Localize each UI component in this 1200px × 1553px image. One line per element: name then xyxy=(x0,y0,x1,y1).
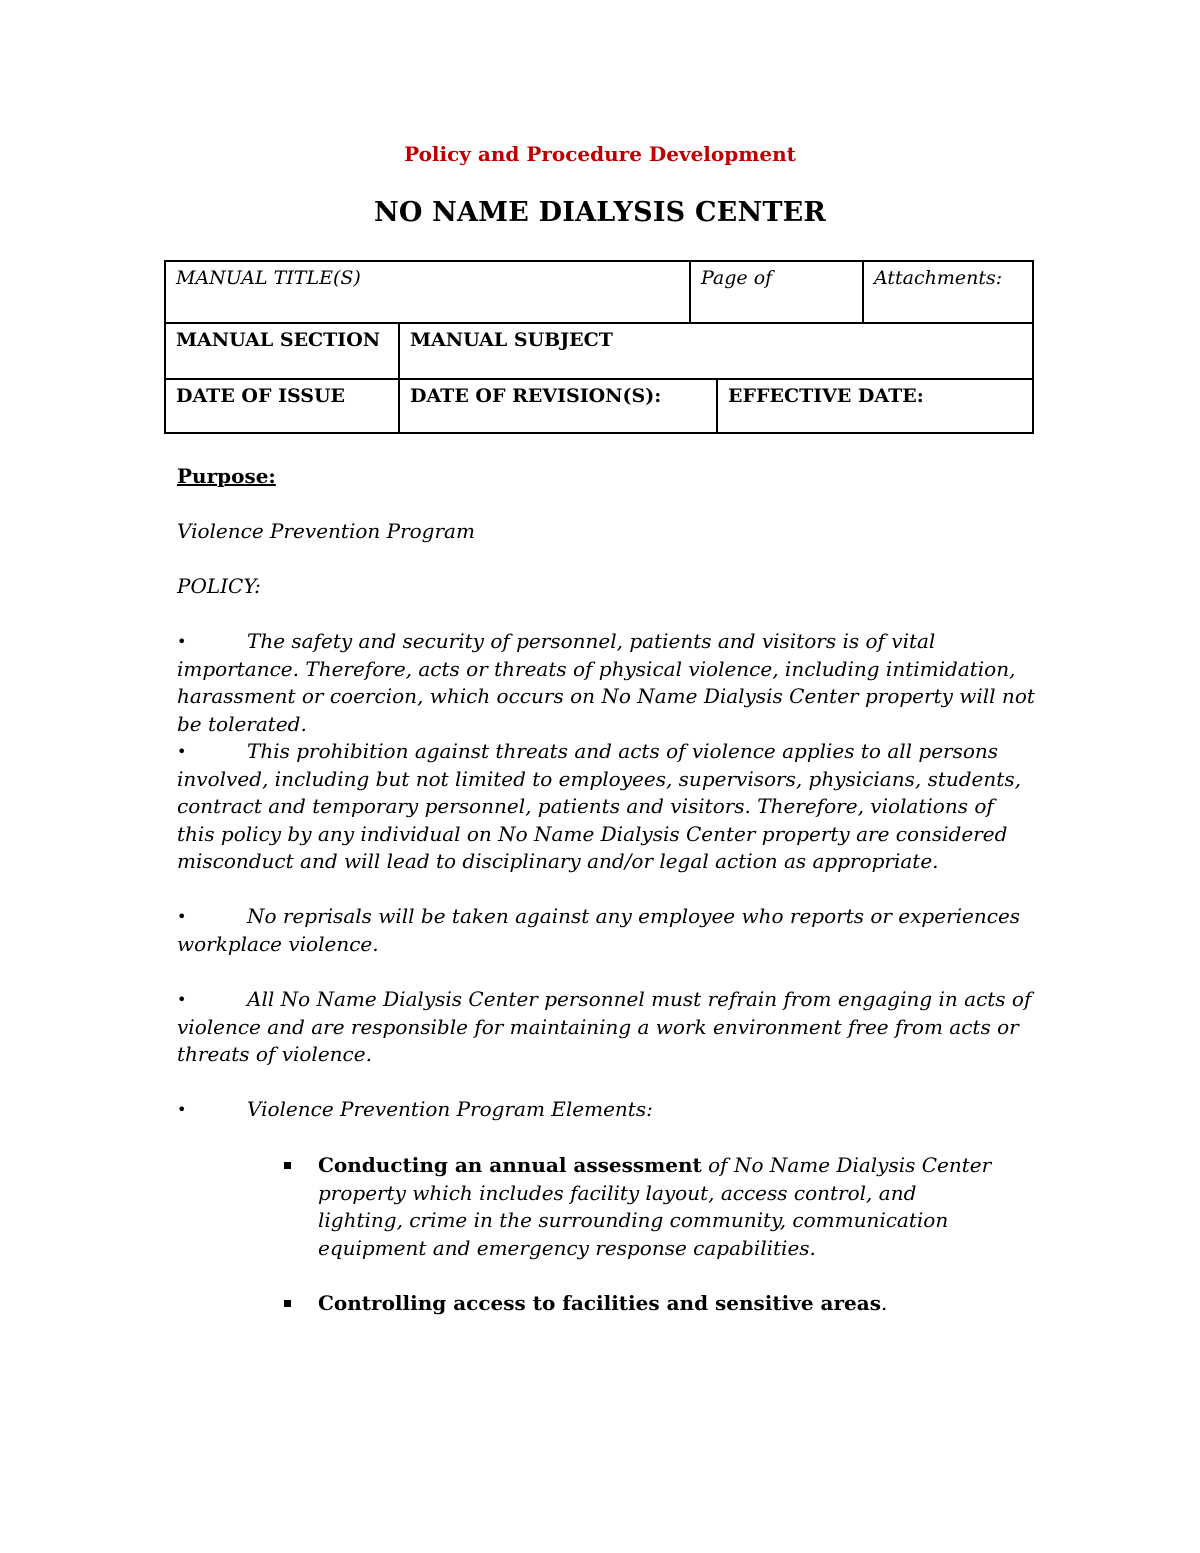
program-element-rest: of No Name Dialysis Center property which includes facility layout, access control, and lighting, crime in the surrounding community, communication equipment and emergency response capabilities. xyxy=(318,1153,992,1260)
bullet-dot-icon: • xyxy=(177,1100,187,1119)
program-element-text xyxy=(318,1290,1004,1318)
policy-bullet-text: Violence Prevention Program Elements: xyxy=(247,1097,653,1121)
header-row-section xyxy=(166,324,1032,380)
header-row-dates xyxy=(166,380,1032,432)
page-of-cell: Page of xyxy=(689,262,862,322)
program-element xyxy=(284,1152,1004,1262)
document-subtitle: Policy and Procedure Development xyxy=(404,142,796,166)
purpose-text: Violence Prevention Program xyxy=(177,519,475,543)
square-bullet-icon xyxy=(284,1300,291,1307)
policy-bullet xyxy=(177,1096,1037,1124)
manual-section-cell: MANUAL SECTION xyxy=(176,329,381,351)
header-row-title xyxy=(166,262,1032,324)
policy-heading: POLICY: xyxy=(177,574,261,598)
date-of-revisions-cell: DATE OF REVISION(S): xyxy=(398,380,716,432)
policy-bullet-text: No reprisals will be taken against any employee who reports or experiences workplace violence. xyxy=(177,904,1021,956)
bullet-dot-icon: • xyxy=(177,632,187,651)
manual-titles-cell: MANUAL TITLE(S) xyxy=(176,267,361,289)
date-of-issue-cell: DATE OF ISSUE xyxy=(176,385,346,407)
program-element-bold: Conducting an annual assessment xyxy=(318,1153,702,1177)
program-element-text xyxy=(318,1152,1004,1262)
program-element xyxy=(284,1290,1004,1318)
manual-subject-cell: MANUAL SUBJECT xyxy=(398,324,1032,378)
bullet-dot-icon: • xyxy=(177,907,187,926)
policy-bullet xyxy=(177,986,1037,1069)
policy-bullet xyxy=(177,628,1037,738)
square-bullet-icon xyxy=(284,1162,291,1169)
policy-bullet-text: The safety and security of personnel, patients and visitors is of vital importance. Therefore, acts or threats of physical violence, including intimidation, harassment or coercion, which occurs on No Name Dialysis Center property will not be tolerated. xyxy=(177,629,1035,736)
purpose-heading: Purpose: xyxy=(177,464,276,488)
policy-bullet-text: This prohibition against threats and acts of violence applies to all persons involved, including but not limited to employees, supervisors, physicians, students, contract and temporary personnel, patients and visitors. Therefore, violations of this policy by any individual on No Name Dialysis Center property are considered misconduct and will lead to disciplinary and/or legal action as appropriate. xyxy=(177,739,1021,873)
bullet-dot-icon: • xyxy=(177,742,187,761)
policy-bullet xyxy=(177,903,1037,958)
program-element-bold: Controlling access to facilities and sensitive areas xyxy=(318,1291,881,1315)
bullet-dot-icon: • xyxy=(177,990,187,1009)
document-title: NO NAME DIALYSIS CENTER xyxy=(373,197,827,228)
attachments-cell: Attachments: xyxy=(862,262,1032,322)
program-element-rest: . xyxy=(881,1291,888,1315)
policy-bullet-text: All No Name Dialysis Center personnel must refrain from engaging in acts of violence and are responsible for maintaining a work environment free from acts or threats of violence. xyxy=(177,987,1032,1066)
policy-bullet xyxy=(177,738,1037,876)
manual-header-table xyxy=(164,260,1034,434)
effective-date-cell: EFFECTIVE DATE: xyxy=(716,380,1032,432)
